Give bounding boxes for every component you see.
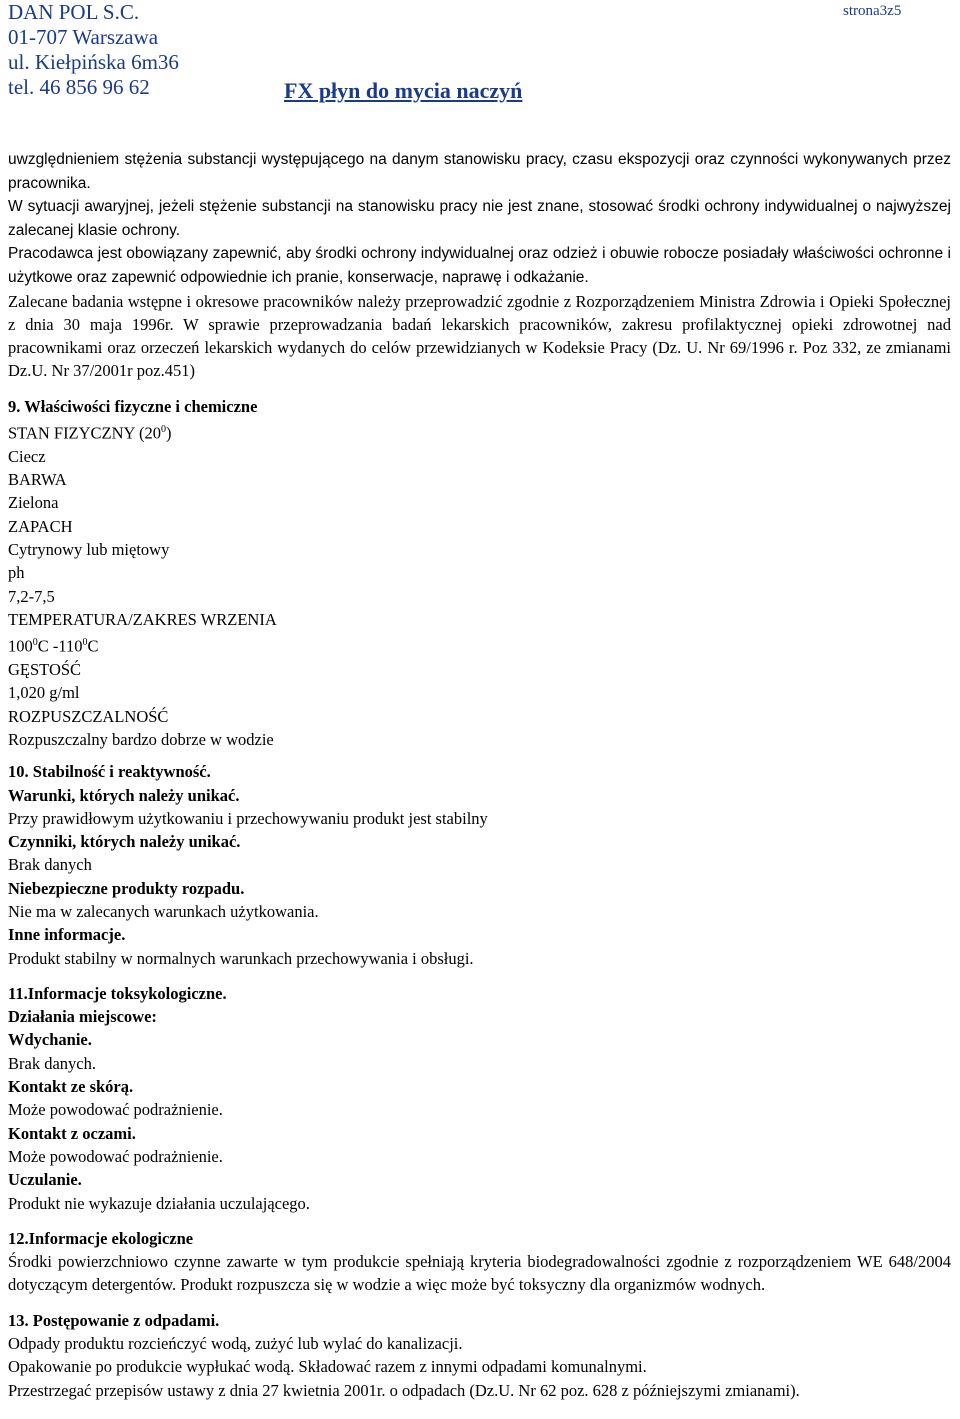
field-value: $100^0C$ $-110^0C$: [8, 636, 99, 656]
paragraph: uwzględnieniem stężenia substancji występującego na danym stanowisku pracy, czasu ekspozycji oraz czynności wykonywanych przez pracownika.: [8, 151, 951, 192]
field-label: ZAPACH: [8, 516, 73, 536]
section-12: [8, 1227, 951, 1297]
field-label: STAN FIZYCZNY $(20^0)$: [8, 423, 172, 443]
company-street: ul. Kiełpińska 6m36: [8, 50, 179, 74]
field-value: Nie ma w zalecanych warunkach użytkowania.: [8, 901, 319, 921]
field-value: Przy prawidłowym użytkowaniu i przechowywaniu produkt jest stabilny: [8, 808, 488, 828]
section-8-medical-exams: [8, 290, 951, 383]
field-value: Może powodować podrażnienie.: [8, 1100, 223, 1120]
paragraph: Odpady produktu rozcieńczyć wodą, zużyć lub wylać do kanalizacji.: [8, 1334, 463, 1354]
field-label: TEMPERATURA/ZAKRES WRZENIA: [8, 609, 277, 629]
field-label: ROZPUSZCZALNOŚĆ: [8, 706, 169, 726]
field-value: Produkt stabilny w normalnych warunkach przechowywania i obsługi.: [8, 948, 474, 968]
field-label: ph: [8, 563, 25, 583]
section-title: 12.Informacje ekologiczne: [8, 1228, 194, 1248]
field-value: Produkt nie wykazuje działania uczulającego.: [8, 1193, 310, 1213]
field-label: GĘSTOŚĆ: [8, 660, 82, 680]
section-8-continuation: [8, 148, 951, 290]
paragraph: Środki powierzchniowo czynne zawarte w tym produkcie spełniają kryteria biodegradowalności zgodnie z rozporządzeniem WE 648/2004 dotyczącym detergentów. Produkt rozpuszcza się w wodzie a więc może być toksyczny dla organizmów wodnych.: [8, 1252, 951, 1295]
field-label: Czynniki, których należy unikać.: [8, 832, 241, 852]
field-value: Ciecz: [8, 446, 46, 466]
document-body: [8, 148, 951, 1402]
field-value: Zielona: [8, 493, 59, 513]
section-title: 9. Właściwości fizyczne i chemiczne: [8, 396, 258, 416]
field-value: 7,2-7,5: [8, 586, 55, 606]
field-value: Brak danych.: [8, 1053, 96, 1073]
field-label: Uczulanie.: [8, 1170, 82, 1190]
field-label: Działania miejscowe:: [8, 1007, 157, 1027]
company-header: [8, 0, 179, 100]
field-label: Inne informacje.: [8, 925, 126, 945]
field-value: Brak danych: [8, 855, 92, 875]
section-11: [8, 982, 951, 1215]
page-number: strona3z5: [843, 3, 902, 19]
paragraph: Pracodawca jest obowiązany zapewnić, aby środki ochrony indywidualnej oraz odzież i obuwie robocze posiadały właściwości ochronne i użytkowe oraz zapewnić odpowiednie ich pranie, konserwacje, naprawę i odkażanie.: [8, 245, 951, 286]
section-title: 11.Informacje toksykologiczne.: [8, 983, 227, 1003]
section-9: [8, 395, 951, 751]
field-label: Wdychanie.: [8, 1030, 92, 1050]
section-title: 10. Stabilność i reaktywność.: [8, 762, 211, 782]
product-title: FX płyn do mycia naczyń: [284, 78, 523, 103]
paragraph: W sytuacji awaryjnej, jeżeli stężenie substancji na stanowisku pracy nie jest znane, stosować środki ochrony indywidualnej o najwyższej zalecanej klasie ochrony.: [8, 198, 951, 239]
field-label: Kontakt z oczami.: [8, 1123, 136, 1143]
field-value: Może powodować podrażnienie.: [8, 1146, 223, 1166]
field-value: Cytrynowy lub miętowy: [8, 540, 170, 560]
company-name: DAN POL S.C.: [8, 0, 140, 24]
section-13: [8, 1309, 951, 1402]
company-city: 01-707 Warszawa: [8, 25, 159, 49]
field-label: BARWA: [8, 470, 67, 490]
field-label: Niebezpieczne produkty rozpadu.: [8, 878, 245, 898]
paragraph: Opakowanie po produkcie wypłukać wodą. Składować razem z innymi odpadami komunalnymi.: [8, 1357, 647, 1377]
section-title: 13. Postępowanie z odpadami.: [8, 1310, 220, 1330]
section-10: [8, 760, 951, 970]
paragraph: Przestrzegać przepisów ustawy z dnia 27 kwietnia 2001r. o odpadach (Dz.U. Nr 62 poz. 628 z późniejszymi zmianami).: [8, 1380, 800, 1400]
field-label: Kontakt ze skórą.: [8, 1077, 134, 1097]
field-label: Warunki, których należy unikać.: [8, 785, 240, 805]
field-value: 1,020 g/ml: [8, 683, 80, 703]
company-phone: tel. 46 856 96 62: [8, 75, 150, 99]
field-value: Rozpuszczalny bardzo dobrze w wodzie: [8, 729, 274, 749]
paragraph: Zalecane badania wstępne i okresowe pracowników należy przeprowadzić zgodnie z Rozporządzeniem Ministra Zdrowia i Opieki Społecznej z dnia 30 maja 1996r. W sprawie przeprowadzania badań lekarskich pracowników, zakresu profilaktycznej opieki zdrowotnej nad pracownikami oraz orzeczeń lekarskich wydanych do celów przewidzianych w Kodeksie Pracy (Dz. U. Nr 69/1996 r. Poz 332, ze zmianami Dz.U. Nr 37/2001r poz.451): [8, 291, 951, 381]
